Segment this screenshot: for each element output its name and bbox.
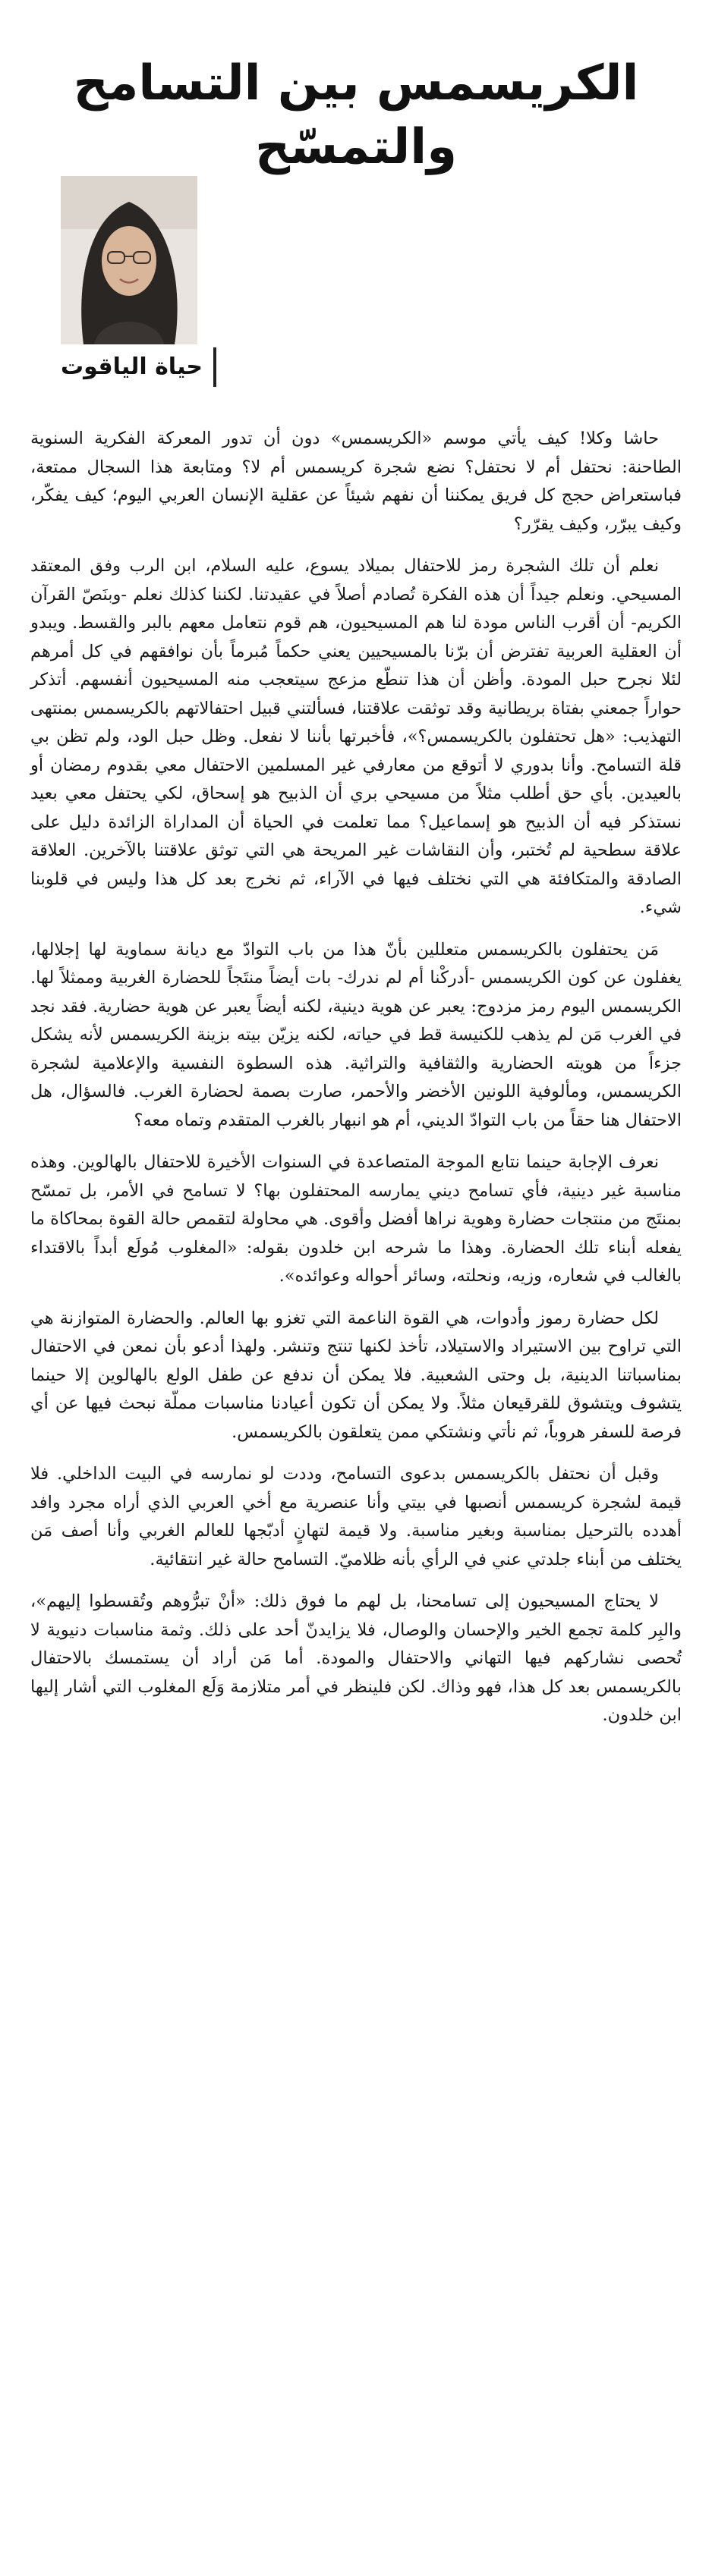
author-portrait-image	[61, 176, 197, 344]
article-paragraph: وقبل أن نحتفل بالكريسمس بدعوى التسامح، وددت لو نمارسه في البيت الداخلي. فلا قيمة لشجرة كريسمس أنصبها في بيتي وأنا عنصرية مع أخي العربي الذي أراه مجرد وافد أهدده بالترحيل بمناسبة وبغير مناسبة. ولا قيمة لتهانٍ أدبّجها للعالم الغربي وأنا أصف مَن يختلف من أبناء جلدتي عني في الرأي بأنه ظلاميّ. التسامح حالة غير انتقائية.	[30, 1464, 682, 1569]
article-paragraph: نعرف الإجابة حينما نتابع الموجة المتصاعدة في السنوات الأخيرة للاحتفال بالهالوين. وهذه مناسبة غير دينية، فأي تسامح ديني يمارسه المحتفلون بها؟ لا تسامح في الأمر، بل تمسّح بمنتَج من منتجات حضارة وهوية نراها أفضل وأقوى. هي محاولة لتقمص حالة القوة بمحاكاة ما يفعله أبناء تلك الحضارة. وهذا ما شرحه ابن خلدون بقوله: «المغلوب مُولَع أبداً بالاقتداء بالغالب في شعاره، وزيه، ونحلته، وسائر أحواله وعوائده».	[30, 1152, 682, 1286]
article-paragraph: لا يحتاج المسيحيون إلى تسامحنا، بل لهم ما فوق ذلك: «أنْ تبرُّوهم وتُقسطوا إليهم»، والبِر كلمة تجمع الخير والإحسان والوصال، فلا يزايدنّ أحد على ذلك. وثمة مناسبات دنيوية لا تُحصى نشاركهم فيها التهاني والاحتفال والمودة. أما مَن أراد أن يستمسك بالاحتفال بالكريسمس بعد كل هذا، فهو وذاك. لكن فلينظر في أمر متلازمة وَلَع المغلوب التي أشار إليها ابن خلدون.	[30, 1591, 682, 1725]
article-body	[30, 425, 682, 1744]
author-byline: حياة الياقوت	[61, 347, 216, 387]
article-paragraph: حاشا وكلا! كيف يأتي موسم «الكريسمس» دون أن تدور المعركة الفكرية السنوية الطاحنة: نحتفل أم لا نحتفل؟ نضع شجرة كريسمس أم لا؟ ومتابعة هذا السجال ممتعة، فباستعراض حجج كل فريق يمكننا أن نفهم شيئاً عن عقلية الإنسان العربي اليوم؛ كيف يفكّر، وكيف يبرّر، وكيف يقرّر؟	[30, 429, 682, 534]
article-paragraph: مَن يحتفلون بالكريسمس متعللين بأنّ هذا من باب التوادّ مع ديانة سماوية لها إجلالها، يغفلون عن كون الكريسمس -أدركْنا أم لم ندرك- بات أيضاً منتَجاً للحضارة الغربية وممثلاً لها. الكريسمس اليوم رمز مزدوج: يعبر عن هوية دينية، لكنه أيضاً يعبر عن هوية حضارية. فقد نجد في الغرب مَن لم يذهب للكنيسة قط في حياته، لكنه يزيّن بيته بزينة الكريسمس لأنه يشكل جزءاً من هويته الحضارية والثقافية والتراثية. هذه السطوة النفسية والإعلامية لشجرة الكريسمس، ومألوفية اللونين الأخضر والأحمر، صارت بصمة لحضارة الغرب. فالسؤال، هل الاحتفال هنا حقاً من باب التوادّ الديني، أم هو انبهار بالغرب المتقدم وتماه معه؟	[30, 939, 682, 1130]
headline: الكريسمس بين التسامح والتمسّح	[73, 55, 639, 175]
article-paragraph: نعلم أن تلك الشجرة رمز للاحتفال بميلاد يسوع، عليه السلام، ابن الرب وفق المعتقد المسيحي. ونعلم جيداً أن هذه الفكرة تُصادم أصلاً في عقيدتنا. لكننا كذلك نعلم -وبنَصّ القرآن الكريم- أن أقرب الناس مودة لنا هم المسيحيون، هم قوم نتعامل معهم بالبر والقسط. ويبدو أن العقلية العربية تفترض أن برّنا بالمسيحيين يعني حكماً مُبرماً بأن نوافقهم في كل أمرهم لئلا نجرح حبل المودة. وأظن أن هذا تنطّع مزعج سيتعجب منه المسيحيون أنفسهم. أتذكر حواراً جمعني بفتاة بريطانية وقد توثقت علاقتنا، فسألتني قبيل احتفالاتهم بالكريسمس بمنتهى التهذيب: «هل تحتفلون بالكريسمس؟»، فأخبرتها بأننا لا نفعل. وظل حبل الود، ولم تظن بي قلة التسامح. وأنا بدوري لا أتوقع من معارفي غير المسلمين الاحتفال معي بقدوم رمضان أو بالعيدين. بأي حق أطلب مثلاً من مسيحي بري أن الذبيح هو إسحاق، لكي يحتفل معي بعيد نستذكر فيه أن الذبيح هو إسماعيل؟ مما تعلمت في الحياة أن المداراة الزائدة دليل على علاقة سطحية لم تُختبر، وأن النقاشات غير المريحة هي التي توثق علاقتنا بالآخرين. العلاقة الصادقة والمتكافئة هي التي نختلف فيها في الآراء، ثم نخرج بعد كل هذا وليس في قلوبنا شيء.	[30, 556, 682, 917]
article-paragraph: لكل حضارة رموز وأدوات، هي القوة الناعمة التي تغزو بها العالم. والحضارة المتوازنة هي التي تراوح بين الاستيراد والاستيلاد، تأخذ لكنها تنتج وتنشر. ولهذا أدعو بأن نمعن في الاحتفال بمناسباتنا الدينية، بل وحتى الشعبية. فلا يمكن أن ندفع عن طفل الولع بالهالوين إلا حينما يتشوف ويتشوق للقرقيعان مثلاً. ولا يمكن أن تكون أعيادنا مناسبات مملّة نبحث فيها عن أي فرصة للسفر هروباً، ثم نأتي ونشتكي ممن يتعلقون بالكريسمس.	[30, 1308, 682, 1442]
author-photo	[61, 176, 197, 344]
